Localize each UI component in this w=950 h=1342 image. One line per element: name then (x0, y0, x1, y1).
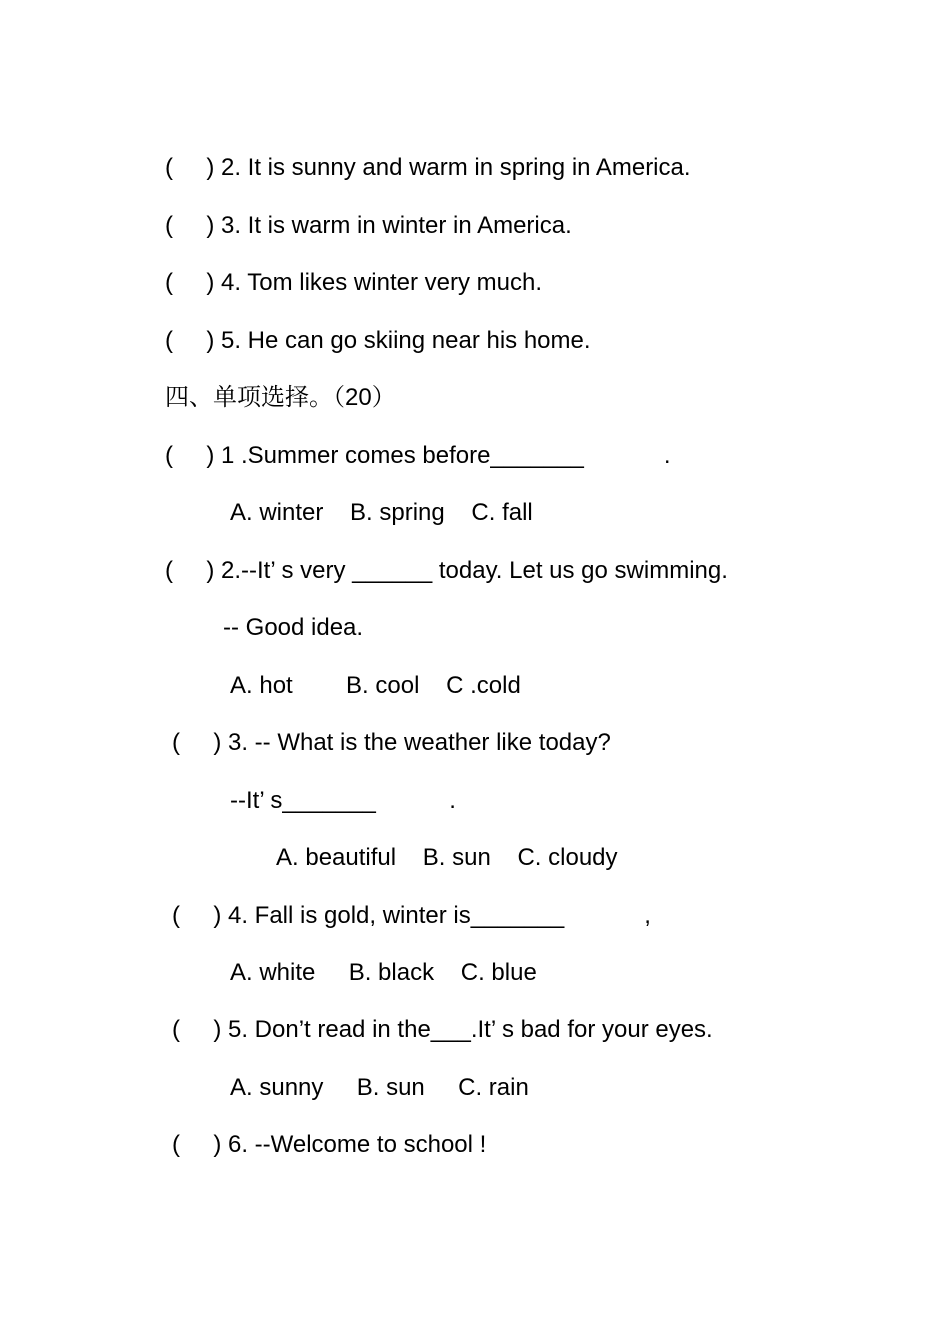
choice-q2-options: A. hot B. cool C .cold (230, 672, 521, 699)
choice-q3-reply: --It’ s_______ . (230, 787, 456, 814)
choice-q6-stem: ( ) 6. --Welcome to school ! (172, 1131, 487, 1158)
choice-q4-options: A. white B. black C. blue (230, 959, 537, 986)
choice-q1-options: A. winter B. spring C. fall (230, 499, 533, 526)
choice-q2-stem: ( ) 2.--It’ s very ______ today. Let us go swimming. (165, 557, 728, 584)
choice-q5-options: A. sunny B. sun C. rain (230, 1074, 529, 1101)
choice-q4-stem: ( ) 4. Fall is gold, winter is_______ , (172, 902, 651, 929)
choice-q1-stem: ( ) 1 .Summer comes before_______ . (165, 442, 671, 469)
choice-q5-stem: ( ) 5. Don’t read in the___.It’ s bad for your eyes. (172, 1016, 713, 1043)
judgement-item-2: ( ) 2. It is sunny and warm in spring in America. (165, 154, 691, 181)
judgement-item-4: ( ) 4. Tom likes winter very much. (165, 269, 542, 296)
choice-q2-reply: -- Good idea. (223, 614, 364, 641)
choice-q3-stem: ( ) 3. -- What is the weather like today? (172, 729, 611, 756)
judgement-item-5: ( ) 5. He can go skiing near his home. (165, 327, 591, 354)
judgement-item-3: ( ) 3. It is warm in winter in America. (165, 212, 572, 239)
choice-q3-options: A. beautiful B. sun C. cloudy (276, 844, 618, 871)
section-heading: 四、单项选择。（20） (165, 384, 396, 411)
